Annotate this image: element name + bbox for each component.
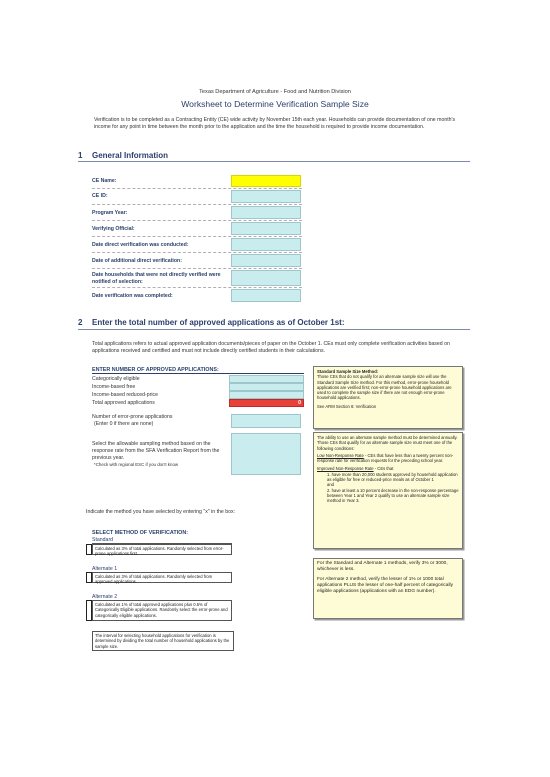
divider: [92, 287, 302, 288]
sampling-method-note: *Check with regional ESC if you don't know: [94, 462, 179, 467]
intro-text: Verification is to be completed as a Contracting Entity (CE) wide activity by November 15th each year. Households can provide documentation of one month's income for any point in time between the month prior to the application and the time the household is required to provide income documentation.: [94, 117, 456, 130]
verify-note-p2: For Alternate 2 method, verify the lesser of 1% or 1000 total applications PLUS the lesser of one-half percent of categorically eligible applications (applications with an EDG number).: [317, 577, 453, 594]
verification-completed-date-field[interactable]: [231, 289, 301, 302]
section-2-title: Enter the total number of approved applications as of October 1st:: [92, 318, 345, 327]
improved-and: and: [327, 482, 334, 488]
ce-name-field[interactable]: [231, 175, 301, 187]
ce-id-label: CE ID:: [92, 193, 108, 199]
alternate-method-note: [313, 432, 463, 549]
interval-note: The interval for selecting household applications for verification is determined by dividing the total number of household applications by the sample size.: [92, 631, 234, 651]
divider: [92, 268, 302, 269]
section-1-number: 1: [78, 151, 83, 160]
verification-completed-date-label: Date verification was completed:: [92, 293, 173, 299]
section-2-heading: [0, 318, 550, 328]
method-alternate-2-label: Alternate 2: [92, 594, 118, 600]
categorical-eligible-input[interactable]: [229, 375, 304, 383]
app-row-label: Income-based reduced-price: [92, 392, 159, 398]
section-2-rule: [78, 329, 470, 330]
method-alternate-1-description: Calculated as 3% of total applications. Randomly selected from approved applications.: [92, 572, 232, 583]
error-prone-label: Number of error-prone applications: [92, 414, 173, 420]
income-free-input[interactable]: [229, 383, 304, 391]
method-heading: SELECT METHOD OF VERIFICATION:: [92, 530, 189, 536]
divider: [92, 373, 304, 374]
standard-note-body: Those CEs that do not qualify for an alternate sample size will use the Standard Sample Size method. For this method, error-prone household applications are verified first; non-error-prone household applications are used to complete the sample size if there are not enough error-prone household applications.: [317, 374, 452, 401]
method-standard-label: Standard: [92, 537, 114, 543]
standard-method-note: [313, 366, 463, 429]
section-1-title: General Information: [92, 151, 169, 160]
improved-nonresponse-intro: - CEs that: [374, 466, 394, 472]
app-row-income-free: [92, 383, 304, 391]
ce-name-label: CE Name:: [92, 178, 117, 184]
total-approved-value: 0: [229, 399, 304, 407]
error-prone-input[interactable]: [231, 414, 301, 428]
verifying-official-label: Verifying Official:: [92, 226, 135, 232]
standard-note-heading: Standard Sample Size Method:: [317, 369, 379, 374]
section-1-rule: [78, 161, 470, 162]
divider: [92, 204, 302, 205]
improved-nonresponse-heading: Improved Non-Response Rate: [317, 466, 374, 472]
indicate-method-label: Indicate the method you have selected by entering "x" in the box:: [86, 509, 236, 515]
low-nonresponse-heading: Low Non-Response Rate: [317, 452, 364, 458]
app-row-label: Categorically eligible: [92, 376, 140, 382]
additional-verification-date-label: Date of additional direct verification:: [92, 258, 182, 264]
alternate-note-intro: The ability to use an alternate sample method must be determined annually. Those CEs that qualify for an alternate sample size must meet one of the following conditions:: [317, 435, 458, 451]
app-row-categorical: [92, 375, 304, 383]
page-title: Worksheet to Determine Verification Sample Size: [181, 99, 369, 109]
standard-note-ref: See ARM Section 6: Verification: [317, 403, 377, 409]
program-year-label: Program Year:: [92, 210, 128, 216]
verify-note-p1: For the Standard and Alternate 1 methods, verify 3% or 3000, whichever is less.: [317, 561, 448, 572]
verify-amount-note: [313, 558, 463, 619]
program-year-field[interactable]: [231, 206, 301, 219]
method-alternate-1-label: Alternate 1: [92, 566, 118, 572]
households-notified-date-field[interactable]: [231, 270, 301, 286]
ce-id-field[interactable]: [231, 190, 301, 203]
direct-verification-date-field[interactable]: [231, 238, 301, 251]
verifying-official-field[interactable]: [231, 222, 301, 235]
households-notified-date-label: Date households that were not directly verified were notified of selection:: [92, 272, 221, 285]
additional-verification-date-field[interactable]: [231, 254, 301, 267]
divider: [92, 252, 302, 253]
section-1-heading: [0, 151, 550, 161]
low-nonresponse-body: - CEs that have less than a twenty percent non-response rate for verification requests for the preceding school year.: [317, 452, 454, 464]
sampling-method-label: Select the allowable sampling method based on the response rate from the SFA Verification Report from the previous year.: [92, 441, 220, 461]
income-reduced-input[interactable]: [229, 391, 304, 399]
app-row-total: [92, 399, 304, 407]
divider: [92, 188, 302, 189]
app-row-income-reduced: [92, 391, 304, 399]
improved-condition-2: 2. have at least a 10 percent decrease in the non-response percentage between Year 1 and Year 2 qualify to use an alternate sample size method in Year 3.: [327, 487, 459, 504]
agency-name: Texas Department of Agriculture - Food and Nutrition Division: [199, 89, 351, 95]
divider: [92, 220, 302, 221]
app-row-label: Income-based free: [92, 384, 136, 390]
approved-apps-heading: ENTER NUMBER OF APPROVED APPLICATIONS:: [92, 367, 219, 373]
divider: [92, 236, 302, 237]
section-2-number: 2: [78, 318, 83, 327]
method-standard-description: Calculated as 3% of total applications. Randomly selected from error-prone applications first.: [92, 544, 232, 555]
direct-verification-date-label: Date direct verification was conducted:: [92, 242, 189, 248]
app-row-label: Total approved applications: [92, 400, 155, 406]
section-2-intro: Total applications refers to actual approved application documents/pieces of paper on the October 1. CEs must only complete verification activities based on applications received and certified and must not include directly certified students in their calculations.: [92, 341, 450, 354]
method-alternate-2-description: Calculated as 1% of total approved applications plus 0.5% of Categorically Eligible applications. Randomly select the error-prone and categorically eligible applications.: [92, 600, 232, 621]
sampling-method-select[interactable]: [231, 433, 301, 475]
error-prone-sub: (Enter 0 if there are none): [94, 421, 154, 427]
improved-condition-1: 1. have more than 20,000 students approved by household application as eligible for free or reduced-price meals as of October 1: [327, 471, 458, 483]
